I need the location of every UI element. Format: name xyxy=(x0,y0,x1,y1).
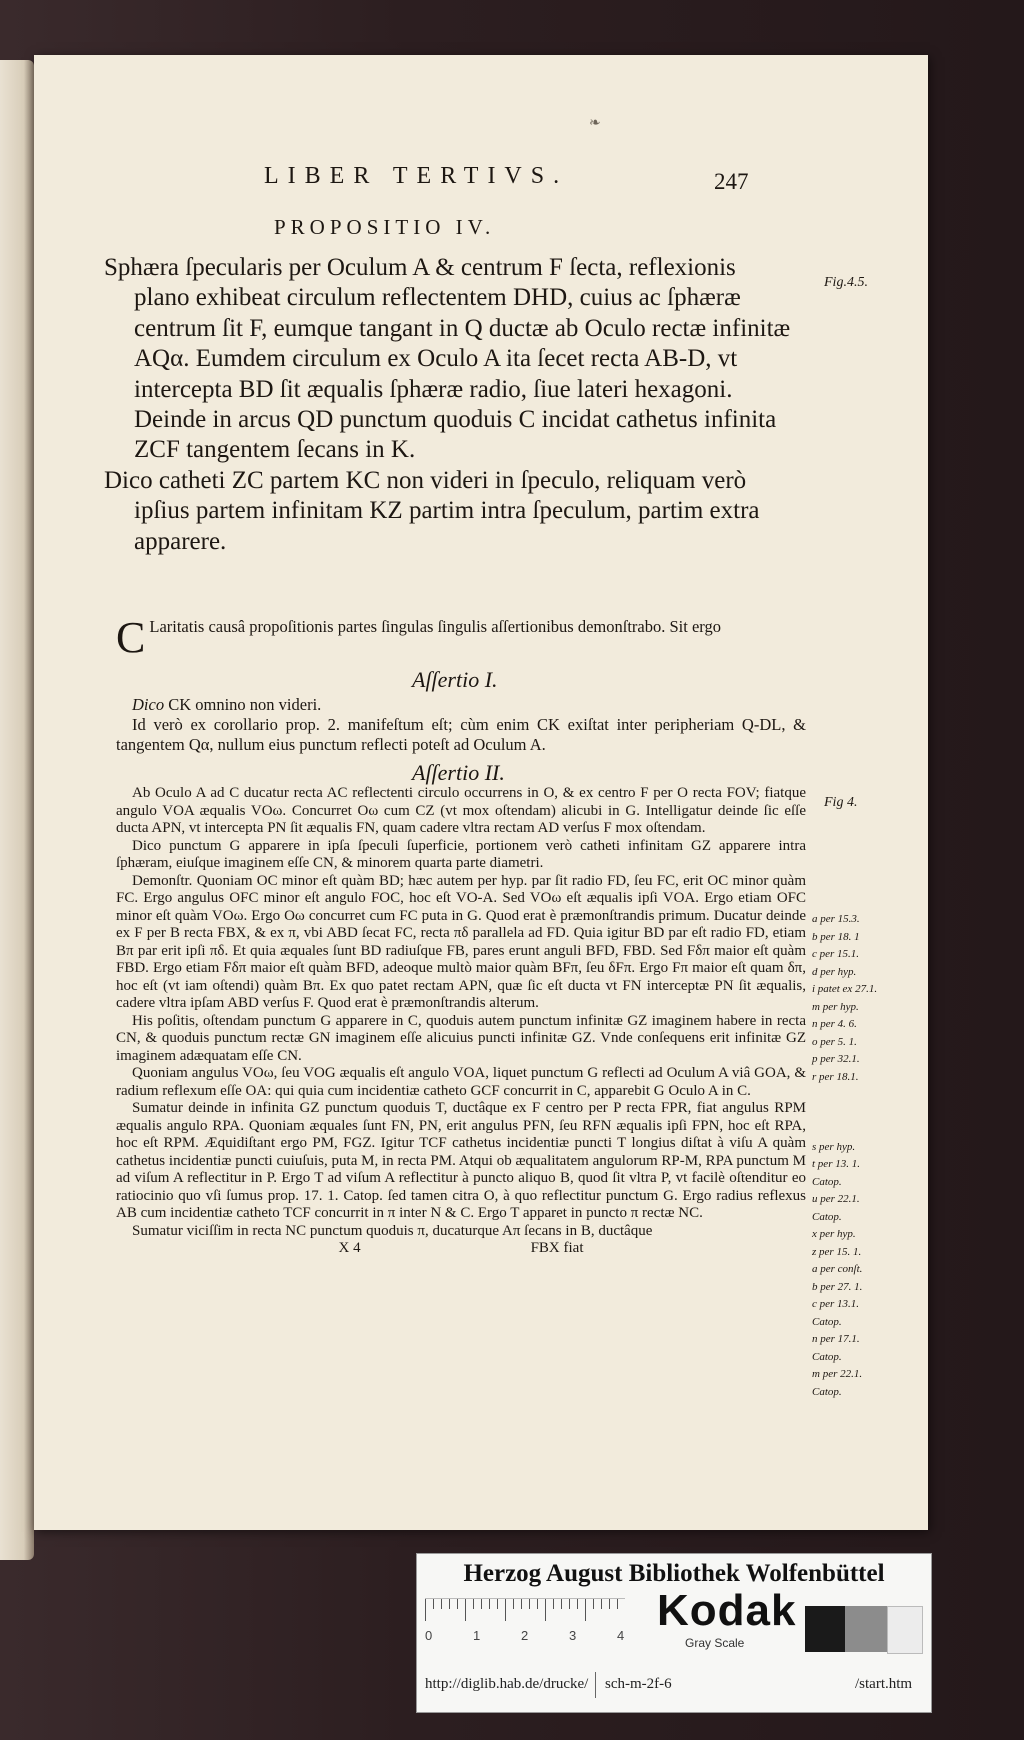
margin-note: n per 17.1. xyxy=(812,1333,860,1345)
margin-note: Catop. xyxy=(812,1350,842,1363)
margin-note xyxy=(812,1121,882,1139)
margin-note: p per 32.1. xyxy=(812,1053,860,1065)
url-part: sch-m-2f-6 xyxy=(605,1676,672,1692)
ruler-number: 3 xyxy=(569,1628,577,1643)
drop-cap: C xyxy=(116,613,146,662)
ruler-number: 0 xyxy=(425,1628,433,1643)
enunciation-paragraph: Sphæra ſpecularis per Oculum A & centrum F ſecta, reflexionis plano exhibeat circulum reflectentem DHD, cuius ac ſphæræ centrum ſit F, eumque tangant in Q ductæ ab Oculo rectæ infinitæ AQα. Eumdem circulum ex Oculo A ita ſecet recta AB-D, vt intercepta BD ſit æqualis ſphæræ radio, ſiue lateri hexagoni. Deinde in arcus QD punctum quoduis C incidat cathetus infinita ZCF tangentem ſecans in K. xyxy=(104,254,791,464)
figure-reference: Fig.4.5. xyxy=(824,275,868,290)
margin-note: Catop. xyxy=(812,1210,842,1223)
body-paragraph: Sumatur viciſſim in recta NC punctum quoduis π, ducaturque Aπ ſecans in B, ductâque xyxy=(132,1222,653,1239)
signature-mark: X 4 xyxy=(338,1240,361,1256)
body-paragraph: Quoniam angulus VOω, ſeu VOG æqualis eſt angulo VOA, liquet punctum G reflecti ad Oculum A viâ GOA, & radium reflexum eſſe OA: qui quia cum incidentiæ catheto GCF concurrit in C, apparebit G Oculo A in C. xyxy=(116,1065,806,1099)
margin-note: a per conſt. xyxy=(812,1263,863,1275)
assertio-1-body xyxy=(116,695,806,755)
assertio-1-heading: Aſſertio I. xyxy=(412,667,498,692)
ruler-number: 2 xyxy=(521,1628,529,1643)
assertio-2-body xyxy=(116,785,806,1258)
margin-note: o per 5. 1. xyxy=(812,1035,857,1048)
running-head: LIBER TERTIVS. xyxy=(264,163,569,189)
body-paragraph: Ab Oculo A ad C ducatur recta AC reflectenti circulo occurrens in O, & ex centro F per O recta FOV; fiatque angulo VOA æqualis VOω. Concurret Oω cum CZ (vt mox oſtendam) alicubi in G. Intelligatur deinde ſic eſſe ducta APN, vt intercepta PN ſit æqualis FN, quam cadere vltra rectam AD verſus F mox oſtendam. xyxy=(116,785,806,836)
body-paragraph: Demonſtr. Quoniam OC minor eſt quàm BD; hæc autem per hyp. par ſit radio FD, ſeu FC, erit OC minor quàm FC. Ergo angulus OFC minor eſt angulo FOC, hoc eſt VO-A. Sed VOω eſt æqualis ipſi VOA. Ergo etiam OFC minor eſt quàm VOω. Ergo Oω concurret cum FC puta in G. Quod erat è præmonſtrandis primum. Ducatur deinde ex F per B recta FBX, & ex π, vbi ABD ſecat FC, recta πδ parallela ad FD. Quia igitur BD par eſt radio FD, etiam Bπ par erit ipſi πδ. Et quia æquales ſunt BD radiuſque FB, pares erunt anguli BFD, FBD. Sed Fδπ maior eſt quàm FBD. Ergo etiam Fδπ maior eſt quàm BFD, adeoque multò maior quàm BFπ, ſeu δFπ. Ergo Fπ maior eſt quam δπ, hoc eſt (vt iam oſtendi) quàm Bπ. Ex quo patet rectam APN, quæ ſic eſt ducta vt FN interceptæ PN ſit æqualis, cadere vltra ipſam ABD verſus F. Quod erat è præmonſtrandis alterum. xyxy=(116,872,806,1011)
url-part: /start.htm xyxy=(855,1676,913,1692)
url-part: http://diglib.hab.de/drucke/ xyxy=(425,1676,589,1692)
assertio-1-text: CK omnino non videri. xyxy=(164,695,322,714)
assertio-2-heading: Aſſertio II. xyxy=(412,760,505,785)
margin-note: u per 22.1. xyxy=(812,1193,860,1205)
margin-note: m per hyp. xyxy=(812,1000,859,1013)
gray-patch-mid xyxy=(845,1606,887,1652)
margin-note: t per 13. 1. xyxy=(812,1158,860,1170)
kodak-logo: Kodak xyxy=(657,1586,797,1635)
margin-note: a per 15.3. xyxy=(812,913,860,925)
margin-note: c per 13.1. xyxy=(812,1298,860,1310)
book-page xyxy=(34,55,928,1530)
margin-note: m per 22.1. xyxy=(812,1368,863,1380)
catchword: FBX fiat xyxy=(530,1240,584,1256)
left-page-edge xyxy=(0,60,34,1560)
proposition-title: PROPOSITIO IV. xyxy=(274,215,496,239)
library-name: Herzog August Bibliothek Wolfenbüttel xyxy=(463,1560,885,1587)
margin-note: i patet ex 27.1. xyxy=(812,983,878,995)
assertio-1-text: Id verò ex corollario prop. 2. manifeſtum eſt; cùm enim CK exiſtat inter peripheriam Q-DL, & tangentem Qα, nullum eius punctum reflecti poteſt ad Oculum A. xyxy=(116,715,806,754)
enunciation-paragraph: Dico catheti ZC partem KC non videri in ſpeculo, reliquam verò ipſius partem infinitam KZ partim intra ſpeculum, partim extra apparere. xyxy=(104,466,760,555)
page-number: 247 xyxy=(714,169,749,194)
margin-note: Catop. xyxy=(812,1315,842,1328)
margin-note: r per 18.1. xyxy=(812,1070,859,1083)
scale-ruler xyxy=(425,1598,625,1625)
margin-note: s per hyp. xyxy=(812,1140,856,1153)
gray-scale-label: Gray Scale xyxy=(685,1636,745,1650)
ruler-number: 4 xyxy=(617,1628,625,1643)
body-paragraph: Sumatur deinde in infinita GZ punctum quoduis T, ductâque ex F centro per P recta FPR, fiat angulus RPM æqualis angulo RPA. Quoniam æquales ſunt FN, PN, erit angulus PFN, ſeu RFN æqualis ipſi FPN, hoc eſt RPA, hoc eſt RPM. Æquidiſtant ergo PM, FGZ. Igitur TCF cathetus incidentiæ puncti T longius diſtat à viſu A quàm cathetus incidentiæ puncti cuiuſuis, puta M, in recta PM. Atqui ob æqualitatem angulorum RP-M, RPA punctum M ad viſum A reflectitur in P. Ergo T ad viſum A reflectitur à puncto aliquo B, quod ſit vltra P, vt facilè oſtenditur eo ratiocinio quo vſi ſumus prop. 17. 1. Catop. ſed tamen citra O, à quo reflectitur punctum G. Ergo radius reflexus AB cum incidentiæ catheto TCF concurrit in π inter N & C. Ergo T apparet in puncto π rectæ NC. xyxy=(116,1100,806,1221)
margin-note: z per 15. 1. xyxy=(812,1245,862,1258)
margin-note: c per 15.1. xyxy=(812,948,860,960)
figure-reference: Fig 4. xyxy=(824,795,858,810)
footer-line xyxy=(116,1240,806,1258)
url-divider xyxy=(595,1672,596,1698)
gray-patch-black xyxy=(805,1606,845,1652)
margin-note: d per hyp. xyxy=(812,965,857,978)
margin-note xyxy=(812,1086,882,1104)
margin-note xyxy=(812,1104,882,1122)
body-paragraph: His poſitis, oſtendam punctum G apparere in C, quoduis autem punctum infinitæ GZ imaginem habere in recta CN, & quoduis punctum rectæ GN imaginem eſſe alicuius puncti infinitæ GZ. Vnde conſequens erit infinitæ GZ imaginem adæquatam eſſe CN. xyxy=(116,1012,806,1064)
margin-note: x per hyp. xyxy=(812,1228,856,1240)
intro-text: Laritatis causâ propoſitionis partes ſingulas ſingulis aſſertionibus demonſtrabo. Sit ergo xyxy=(149,617,721,636)
dico-lead: Dico xyxy=(132,695,165,714)
margin-note: Catop. xyxy=(812,1175,842,1188)
enunciation xyxy=(104,253,794,557)
gray-patch-white xyxy=(887,1606,923,1654)
kodak-color-strip xyxy=(416,1553,932,1713)
margin-note: b per 27. 1. xyxy=(812,1280,863,1293)
margin-note: Catop. xyxy=(812,1385,842,1398)
margin-note: b per 18. 1 xyxy=(812,930,860,943)
margin-note: n per 4. 6. xyxy=(812,1018,857,1030)
page-ornament: ❧ xyxy=(589,116,601,131)
ruler-number: 1 xyxy=(473,1628,481,1643)
margin-notes xyxy=(812,911,882,1401)
intro-paragraph xyxy=(116,613,806,662)
body-paragraph: Dico punctum G apparere in ipſa ſpeculi ſuperficie, portionem verò catheti infinitam GZ apparere intra ſphæram, eiuſque imaginem eſſe CN, & minorem quarta parte diametri. xyxy=(116,837,806,871)
